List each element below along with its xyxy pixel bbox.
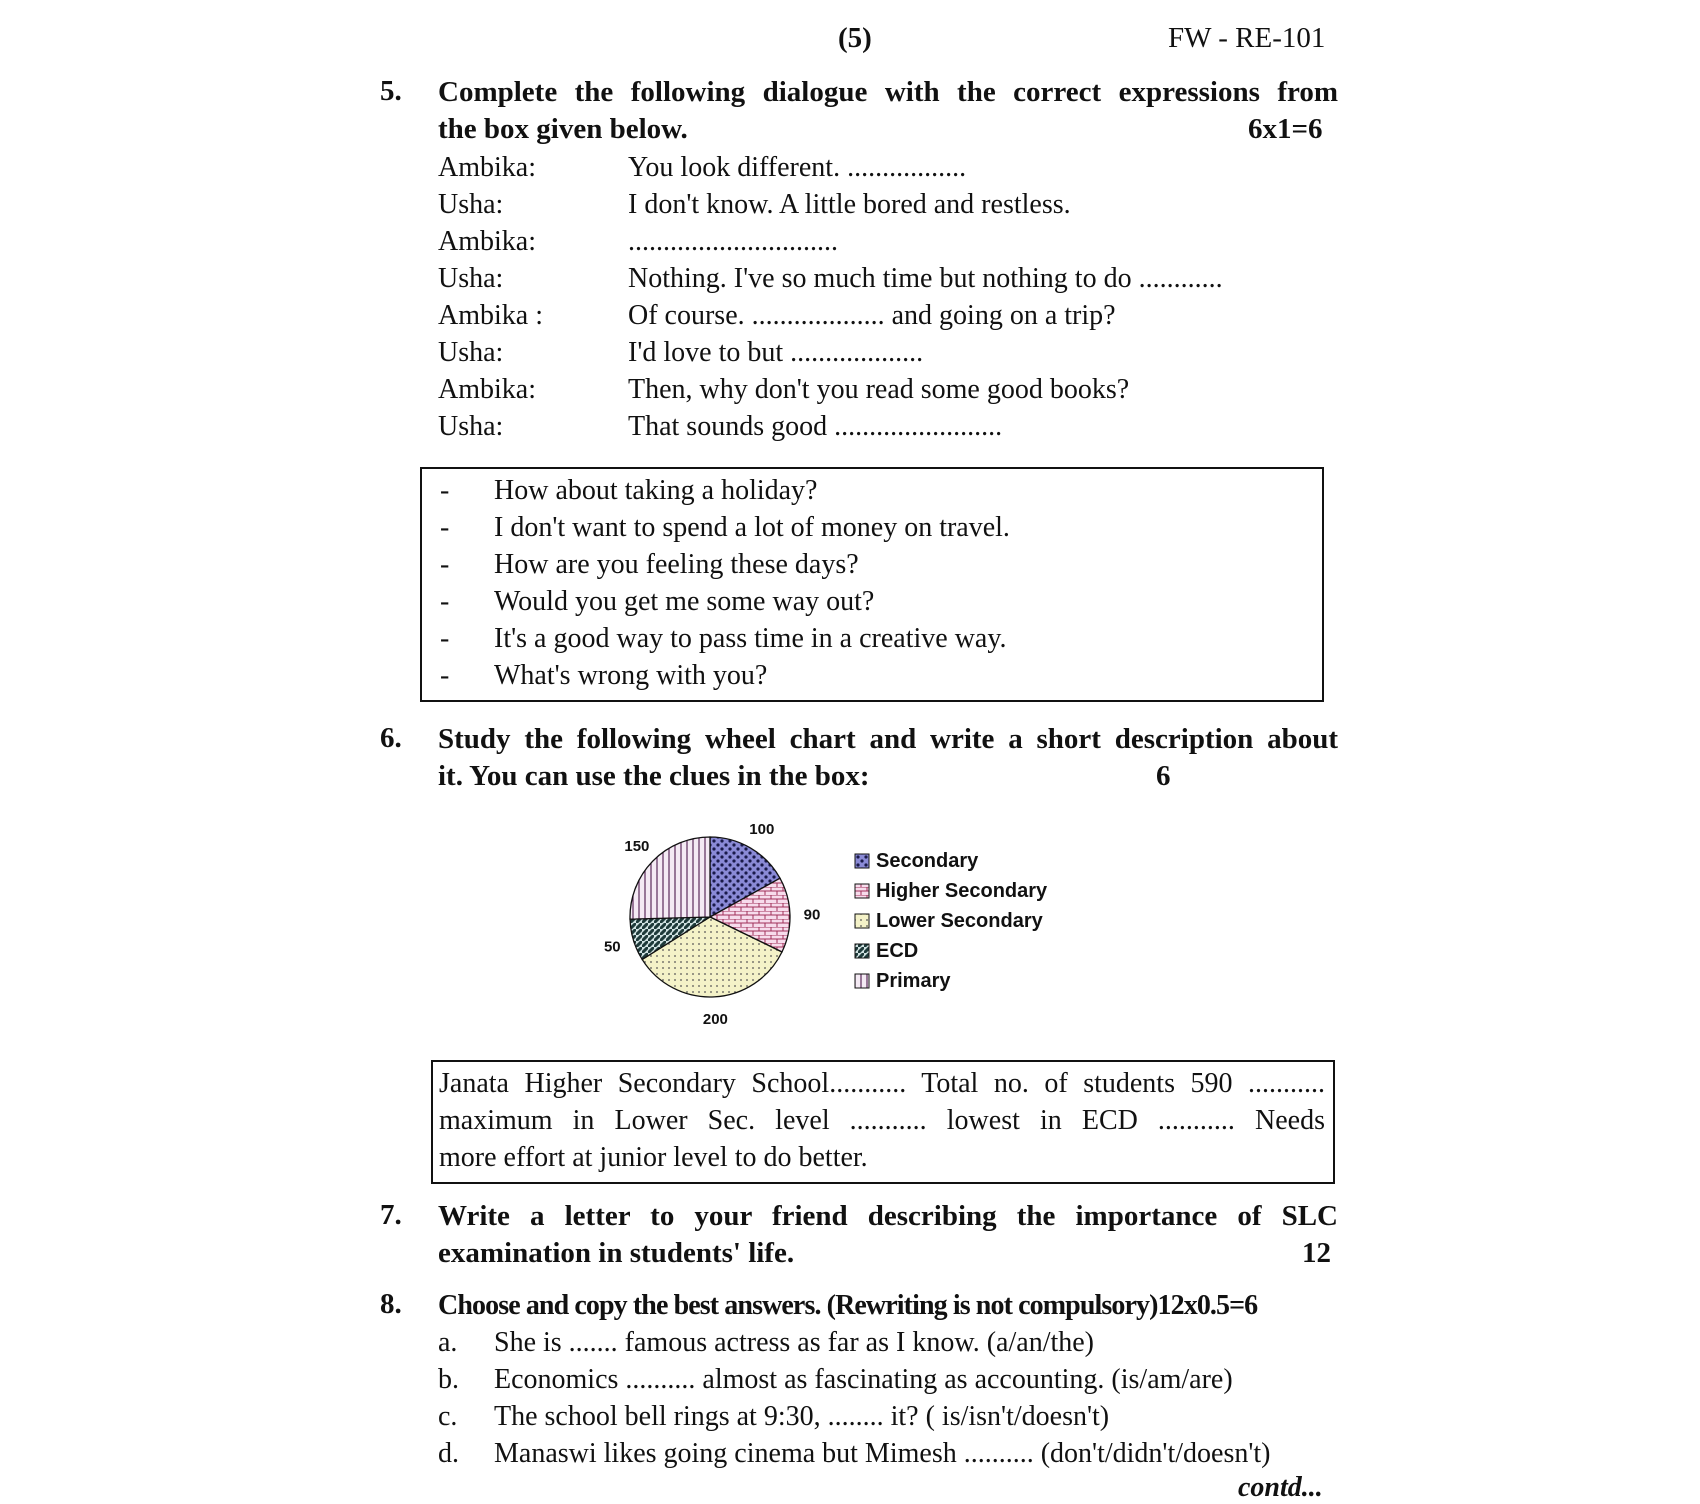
q7-prompt-line2: examination in students' life. xyxy=(438,1237,795,1269)
bullet-dash: - xyxy=(440,549,450,580)
dialogue-line: .............................. xyxy=(628,226,838,257)
option-text: What's wrong with you? xyxy=(494,660,768,691)
legend-label: Lower Secondary xyxy=(876,910,1043,932)
q8-number: 8. xyxy=(380,1288,402,1320)
bullet-dash: - xyxy=(440,475,450,506)
legend-label: Primary xyxy=(876,970,951,992)
q6-number: 6. xyxy=(380,722,402,754)
dialogue-line: I'd love to but ................... xyxy=(628,337,924,368)
bullet-dash: - xyxy=(440,660,450,691)
speaker: Ambika: xyxy=(438,226,536,257)
q6-clue-box xyxy=(431,1060,1335,1184)
clue-line: maximum in Lower Sec. level ........... lowest in ECD ........... Needs xyxy=(439,1105,1325,1136)
answer-item xyxy=(438,1435,1338,1472)
q5-prompt-line1: Complete the following dialogue with the correct expressions from xyxy=(438,76,1338,108)
q8-prompt: Choose and copy the best answers. (Rewriting is not compulsory)12x0.5=6 xyxy=(438,1290,1258,1321)
item-text: Manaswi likes going cinema but Mimesh .......... (don't/didn't/doesn't) xyxy=(494,1438,1271,1469)
legend-swatch xyxy=(855,884,869,898)
speaker: Usha: xyxy=(438,189,504,220)
dialogue-line: That sounds good ........................ xyxy=(628,411,1003,442)
legend-swatch xyxy=(855,944,869,958)
legend-label: Higher Secondary xyxy=(876,880,1048,902)
dialogue-row xyxy=(438,223,1338,260)
option-text: How about taking a holiday? xyxy=(494,475,818,506)
legend-label: Secondary xyxy=(876,850,979,872)
speaker: Usha: xyxy=(438,411,504,442)
option-text: How are you feeling these days? xyxy=(494,549,859,580)
item-text: She is ....... famous actress as far as I know. (a/an/the) xyxy=(494,1327,1095,1358)
bullet-dash: - xyxy=(440,623,450,654)
pie-chart xyxy=(600,815,1060,1035)
option-text: Would you get me some way out? xyxy=(494,586,875,617)
contd-note: contd... xyxy=(1238,1472,1323,1503)
answer-item xyxy=(438,1361,1338,1398)
pie-slices xyxy=(630,837,790,997)
bullet-dash: - xyxy=(440,586,450,617)
legend-swatch xyxy=(855,914,869,928)
pie-data-label: 90 xyxy=(803,906,821,924)
q5-marks: 6x1=6 xyxy=(1248,113,1323,145)
item-letter: c. xyxy=(438,1401,458,1432)
pie-data-label: 150 xyxy=(624,837,650,855)
speaker: Usha: xyxy=(438,263,504,294)
pie-data-label: 200 xyxy=(702,1010,728,1028)
item-letter: d. xyxy=(438,1438,459,1469)
paper-code: FW - RE-101 xyxy=(1168,22,1326,54)
dialogue-row xyxy=(438,260,1338,297)
dialogue-row xyxy=(438,149,1338,186)
option-text: It's a good way to pass time in a creative way. xyxy=(494,623,1007,654)
q5-options-box xyxy=(420,467,1324,702)
dialogue-line: You look different. ................. xyxy=(628,152,967,183)
dialogue-line: I don't know. A little bored and restless. xyxy=(628,189,1071,220)
speaker: Ambika : xyxy=(438,300,543,331)
answer-item xyxy=(438,1324,1338,1361)
clue-line: Janata Higher Secondary School........... Total no. of students 590 ........... xyxy=(439,1068,1325,1099)
q6-prompt-line2: it. You can use the clues in the box: xyxy=(438,760,870,792)
dialogue-line: Nothing. I've so much time but nothing to do ............ xyxy=(628,263,1223,294)
dialogue-line: Of course. ................... and going on a trip? xyxy=(628,300,1116,331)
dialogue-row xyxy=(438,334,1338,371)
q7-marks: 12 xyxy=(1302,1237,1331,1269)
q5-number: 5. xyxy=(380,75,402,107)
dialogue-row xyxy=(438,297,1338,334)
speaker: Ambika: xyxy=(438,152,536,183)
dialogue-row xyxy=(438,408,1338,445)
dialogue-row xyxy=(438,371,1338,408)
answer-item xyxy=(438,1398,1338,1435)
q7-number: 7. xyxy=(380,1199,402,1231)
dialogue-row xyxy=(438,186,1338,223)
q6-prompt-line1: Study the following wheel chart and write a short description about xyxy=(438,723,1338,755)
pie-data-label: 100 xyxy=(749,821,775,839)
q7-prompt-line1: Write a letter to your friend describing the importance of SLC xyxy=(438,1200,1338,1232)
legend-swatch xyxy=(855,854,869,868)
item-text: The school bell rings at 9:30, ........ it? ( is/isn't/doesn't) xyxy=(494,1401,1110,1432)
dialogue-line: Then, why don't you read some good books? xyxy=(628,374,1130,405)
speaker: Usha: xyxy=(438,337,504,368)
page-number: (5) xyxy=(838,22,872,54)
item-letter: b. xyxy=(438,1364,459,1395)
speaker: Ambika: xyxy=(438,374,536,405)
q5-prompt-line2: the box given below. xyxy=(438,113,688,145)
bullet-dash: - xyxy=(440,512,450,543)
chart-legend xyxy=(855,850,1048,992)
item-text: Economics .......... almost as fascinating as accounting. (is/am/are) xyxy=(494,1364,1233,1395)
pie-data-label: 50 xyxy=(603,938,621,956)
option-text: I don't want to spend a lot of money on travel. xyxy=(494,512,1010,543)
legend-swatch xyxy=(855,974,869,988)
legend-label: ECD xyxy=(876,940,919,962)
item-letter: a. xyxy=(438,1327,458,1358)
q6-marks: 6 xyxy=(1156,760,1171,792)
clue-line: more effort at junior level to do better. xyxy=(439,1142,868,1173)
